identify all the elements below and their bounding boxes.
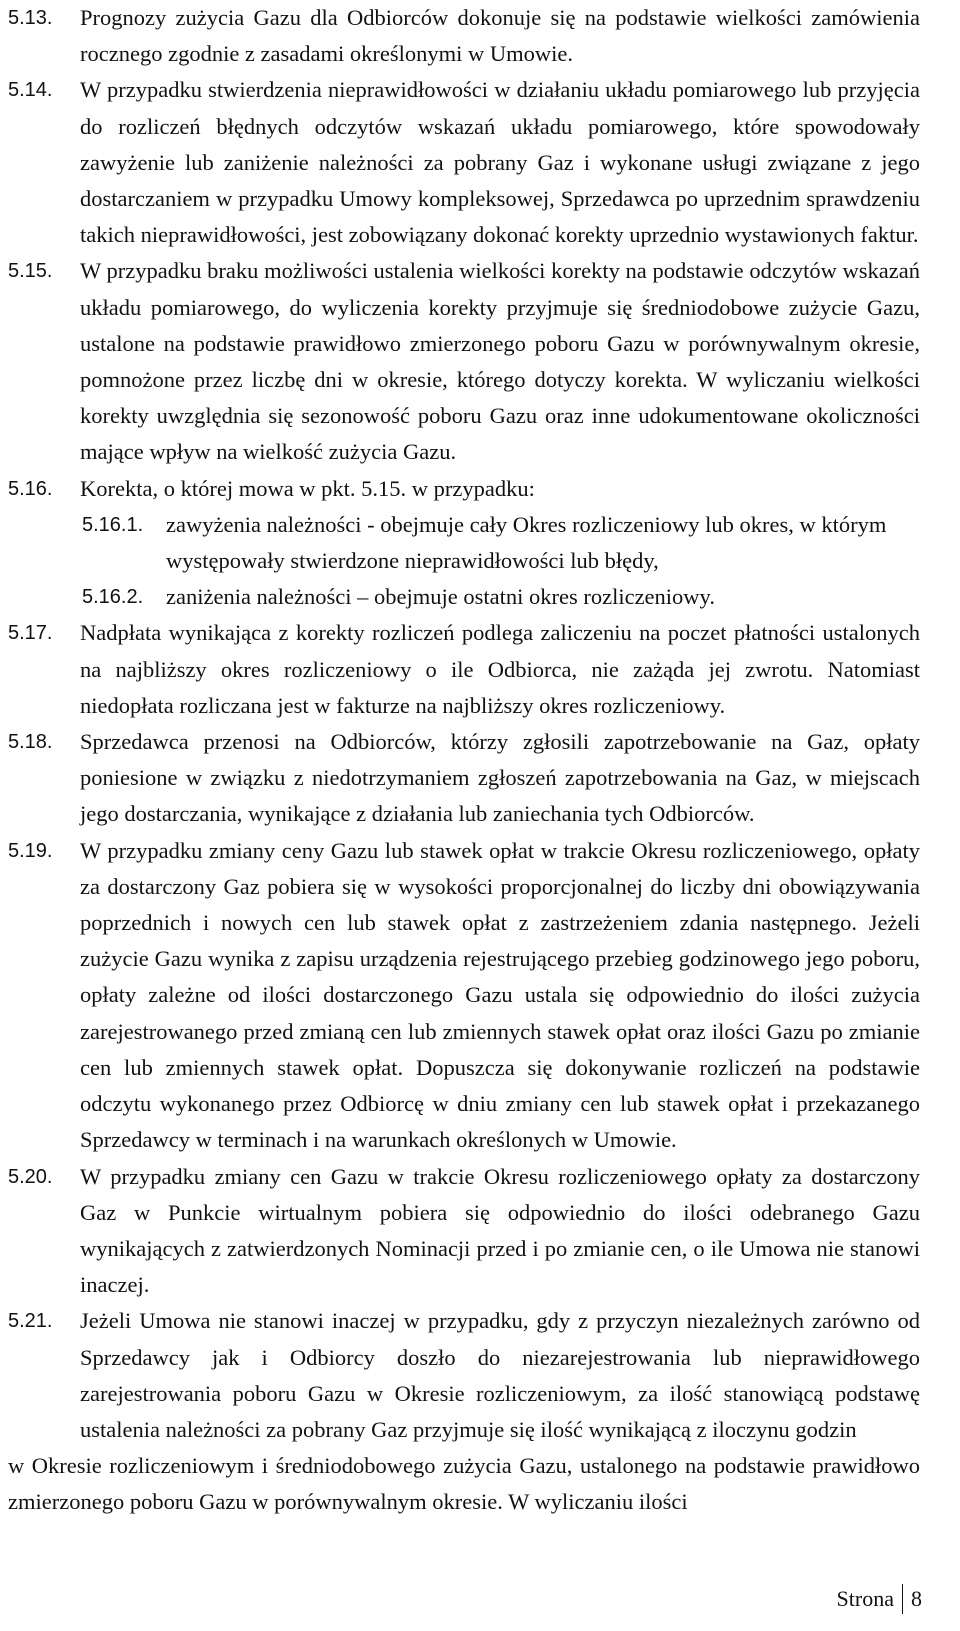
subitem-number: 5.16.2. xyxy=(82,586,144,609)
paragraph-text: W przypadku zmiany cen Gazu w trakcie Okresu rozliczeniowego opłaty za dostarczony Gaz w Punkcie wirtualnym pobiera się odpowiednio do ilości odebranego Gazu wynikających z zatwierdzonych Nominacji przed i po zmianie cen, o ile Umowa nie stanowi inaczej. xyxy=(80,1163,920,1298)
page-label: Strona xyxy=(836,1586,894,1611)
paragraph-number: 5.16. xyxy=(8,477,53,500)
paragraph-number: 5.20. xyxy=(8,1165,53,1188)
paragraph-number: 5.13. xyxy=(8,7,53,29)
paragraph-text: Prognozy zużycia Gazu dla Odbiorców dokonuje się na podstawie wielkości zamówienia rocznego zgodnie z zasadami określonymi w Umowie. xyxy=(80,5,920,67)
subitem-5-16-2 xyxy=(8,579,920,615)
paragraph-5-21-continuation xyxy=(8,1448,920,1520)
paragraph-number: 5.14. xyxy=(8,79,53,102)
paragraph-number: 5.17. xyxy=(8,622,53,645)
document-content xyxy=(8,0,920,1521)
paragraph-text: W przypadku zmiany ceny Gazu lub stawek opłat w trakcie Okresu rozliczeniowego, opłaty za dostarczony Gaz pobiera się w wysokości proporcjonalnej do liczby dni obowiązywania poprzednich i nowych cen lub stawek opłat z zastrzeżeniem zdania następnego. Jeżeli zużycie Gazu wynika z zapisu urządzenia rejestrującego przebieg godzinowego jego poboru, opłaty zależne od ilości dostarczonego Gazu ustala się odpowiednio do ilości zużycia zarejestrowanego przed zmianą cen lub zmiennych stawek opłat oraz ilości Gazu po zmianie cen lub zmiennych stawek opłat. Dopuszcza się dokonywanie rozliczeń na podstawie odczytu wykonanego przez Odbiorcę w dniu zmiany cen lub stawek opłat i przekazanego Sprzedawcy w terminach i na warunkach określonych w Umowie. xyxy=(80,837,920,1153)
paragraph-text: Nadpłata wynikająca z korekty rozliczeń podlega zaliczeniu na poczet płatności ustalonych na najbliższy okres rozliczeniowy o ile Odbiorca, nie zażąda jej zwrotu. Natomiast niedopłata rozliczana jest w fakturze na najbliższy okres rozliczeniowy. xyxy=(80,620,920,718)
subitem-number: 5.16.1. xyxy=(82,513,144,536)
paragraph-5-16 xyxy=(8,471,920,507)
paragraph-text: Sprzedawca przenosi na Odbiorców, którzy zgłosili zapotrzebowanie na Gaz, opłaty poniesione w związku z niedotrzymaniem zgłoszeń zapotrzebowania na Gaz, w miejscach jego dostarczania, wynikające z działania lub zaniechania tych Odbiorców. xyxy=(80,729,920,827)
paragraph-number: 5.19. xyxy=(8,839,53,862)
paragraph-5-18 xyxy=(8,724,920,833)
paragraph-5-15 xyxy=(8,253,920,470)
paragraph-5-21 xyxy=(8,1303,920,1448)
footer-separator xyxy=(902,1584,903,1614)
paragraph-number: 5.15. xyxy=(8,260,53,283)
paragraph-number: 5.18. xyxy=(8,731,53,754)
paragraph-number: 5.21. xyxy=(8,1310,53,1333)
paragraph-text: W przypadku braku możliwości ustalenia wielkości korekty na podstawie odczytów wskazań układu pomiarowego, do wyliczenia korekty przyjmuje się średniodobowe zużycie Gazu, ustalone na podstawie prawidłowo zmierzonego poboru Gazu w porównywalnym okresie, pomnożone przez liczbę dni w okresie, którego dotyczy korekta. W wyliczaniu wielkości korekty uwzględnia się sezonowość poboru Gazu oraz inne udokumentowane okoliczności mające wpływ na wielkość zużycia Gazu. xyxy=(80,258,920,465)
paragraph-5-13 xyxy=(8,0,920,72)
page-number: 8 xyxy=(911,1586,922,1611)
paragraph-5-17 xyxy=(8,615,920,724)
subitem-text: zaniżenia należności – obejmuje ostatni okres rozliczeniowy. xyxy=(166,584,715,610)
paragraph-5-19 xyxy=(8,833,920,1159)
paragraph-5-20 xyxy=(8,1159,920,1304)
paragraph-text: Jeżeli Umowa nie stanowi inaczej w przypadku, gdy z przyczyn niezależnych zarówno od Sprzedawcy jak i Odbiorcy doszło do niezarejestrowania lub nieprawidłowego zarejestrowania poboru Gazu w Okresie rozliczeniowym, za ilość stanowiącą podstawę ustalenia należności za pobrany Gaz przyjmuje się ilość wynikającą z iloczynu godzin xyxy=(80,1308,920,1442)
subitem-text: zawyżenia należności - obejmuje cały Okres rozliczeniowy lub okres, w którym występowały stwierdzone nieprawidłowości lub błędy, xyxy=(166,511,887,574)
paragraph-text: W przypadku stwierdzenia nieprawidłowości w działaniu układu pomiarowego lub przyjęcia do rozliczeń błędnych odczytów wskazań układu pomiarowego, które spowodowały zawyżenie lub zaniżenie należności za pobrany Gaz i wykonane usługi związane z jego dostarczaniem w przypadku Umowy kompleksowej, Sprzedawca po uprzednim sprawdzeniu takich nieprawidłowości, jest zobowiązany dokonać korekty uprzednio wystawionych faktur. xyxy=(80,77,920,248)
paragraph-text: Korekta, o której mowa w pkt. 5.15. w przypadku: xyxy=(80,475,535,501)
subitem-5-16-1 xyxy=(8,507,920,579)
paragraph-5-14 xyxy=(8,72,920,253)
paragraph-text-continuation: w Okresie rozliczeniowym i średniodobowego zużycia Gazu, ustalonego na podstawie prawidłowo zmierzonego poboru Gazu w porównywalnym okresie. W wyliczaniu ilości xyxy=(8,1453,920,1515)
page-footer xyxy=(837,1584,922,1614)
